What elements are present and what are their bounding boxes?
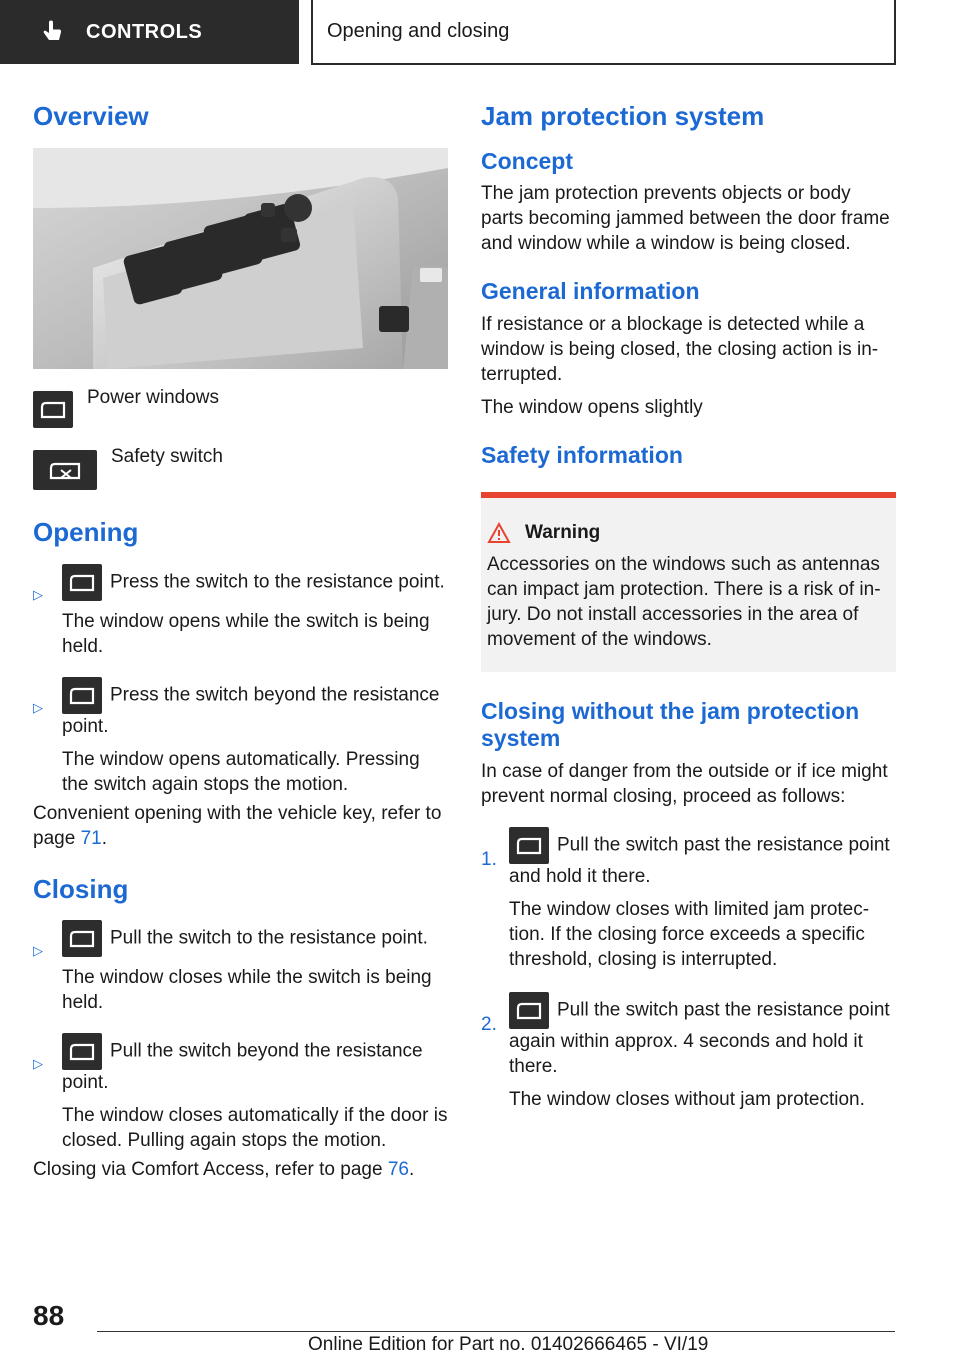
opening-list (33, 564, 448, 797)
closing-note-end: . (408, 1159, 415, 1181)
list-item (33, 920, 448, 1015)
legend-safety-switch (33, 445, 448, 490)
closing-item-text: Pull the switch to the resistance point. (110, 927, 428, 949)
warning-title: Warning (525, 521, 601, 543)
step-number: 2. (481, 1013, 497, 1035)
left-column (33, 100, 448, 1182)
header-section-tab (0, 0, 299, 64)
opening-note-end: . (101, 827, 107, 849)
closing-note (33, 1157, 448, 1182)
warning-text: Accessories on the windows such as antennas can impact jam protection. There is a risk of injury. Do not install accessories in the area of movement of the windows. (487, 553, 881, 650)
list-item (481, 827, 896, 972)
step-sub: The window closes with limited jam protection. If the closing force exceeds a specific threshold, closing is interrupted. (509, 898, 870, 970)
closing-without-heading: Closing without the jam protection system (481, 697, 860, 752)
closing-heading: Closing (33, 873, 129, 904)
safety-info-heading: Safety information (481, 441, 683, 468)
power-window-icon (62, 1033, 102, 1070)
closing-list (33, 920, 448, 1153)
step-text: Pull the switch past the resistance point again within approx. 4 seconds and hold it there. (509, 999, 890, 1077)
power-window-icon (33, 391, 73, 428)
closing-item-sub: The window closes automatically if the door is closed. Pulling again stops the motion. (62, 1105, 448, 1152)
bullet-triangle-icon: ▷ (33, 943, 43, 959)
power-window-icon (509, 827, 549, 864)
bullet-triangle-icon: ▷ (33, 699, 43, 715)
right-column (481, 100, 896, 1132)
step-sub: The window closes without jam protection. (509, 1088, 865, 1110)
opening-item-text: Press the switch beyond the resistance point. (62, 684, 440, 737)
power-window-icon (62, 920, 102, 957)
header-chapter-tab (311, 0, 896, 65)
closing-note-text: Closing via Comfort Access, refer to page (33, 1159, 383, 1181)
door-switch-photo (33, 148, 448, 369)
step-text: Pull the switch past the resistance point and hold it there. (509, 834, 890, 887)
opening-item-sub: The window opens automatically. Pressing the switch again stops the motion. (62, 748, 420, 795)
general-info-text-2: The window opens slightly (481, 396, 703, 418)
closing-without-intro: In case of danger from the outside or if ice might prevent normal closing, proceed as follows: (481, 760, 888, 807)
page-number: 88 (33, 1300, 65, 1331)
opening-note-text: Convenient opening with the vehicle key, refer to page (33, 802, 442, 849)
page-link-76[interactable]: 76 (387, 1159, 409, 1181)
power-window-icon (62, 677, 102, 714)
opening-item-sub: The window opens while the switch is being held. (62, 610, 430, 657)
opening-heading: Opening (33, 516, 139, 547)
warning-title-row (487, 522, 890, 544)
list-item (33, 1033, 448, 1153)
footer-edition: Online Edition for Part no. 01402666465 - VI/19 (308, 1334, 709, 1355)
concept-heading: Concept (481, 147, 573, 174)
header-chapter-title: Opening and closing (327, 20, 510, 42)
opening-item-text: Press the switch to the resistance point. (110, 571, 445, 593)
legend-power-windows-label: Power windows (87, 386, 219, 408)
jam-protection-heading: Jam protection system (481, 101, 765, 131)
header-section-title: CONTROLS (86, 20, 203, 43)
footer-divider (97, 1331, 895, 1332)
closing-item-sub: The window closes while the switch is being held. (62, 967, 432, 1014)
warning-triangle-icon (487, 522, 511, 544)
list-item (33, 564, 448, 659)
legend-power-windows (33, 386, 448, 428)
safety-switch-icon (33, 450, 97, 490)
step-number: 1. (481, 848, 497, 870)
list-item (481, 992, 896, 1112)
bullet-triangle-icon: ▷ (33, 1056, 43, 1072)
opening-note (33, 801, 448, 851)
concept-text: The jam protection prevents objects or body parts becoming jammed between the door frame and window while a window is being closed. (481, 183, 890, 255)
warning-box (481, 492, 896, 672)
closing-steps (481, 827, 896, 1112)
power-window-icon (62, 564, 102, 601)
hand-pointer-icon (40, 19, 66, 45)
bullet-triangle-icon: ▷ (33, 586, 43, 602)
page-link-71[interactable]: 71 (80, 827, 102, 849)
overview-heading: Overview (33, 101, 149, 131)
legend-safety-switch-label: Safety switch (111, 445, 223, 467)
general-info-text: If resistance or a blockage is detected while a window is being closed, the closing action is interrupted. (481, 313, 879, 385)
power-window-icon (509, 992, 549, 1029)
closing-item-text: Pull the switch beyond the resistance point. (62, 1040, 423, 1094)
general-info-heading: General information (481, 278, 700, 305)
list-item (33, 677, 448, 797)
